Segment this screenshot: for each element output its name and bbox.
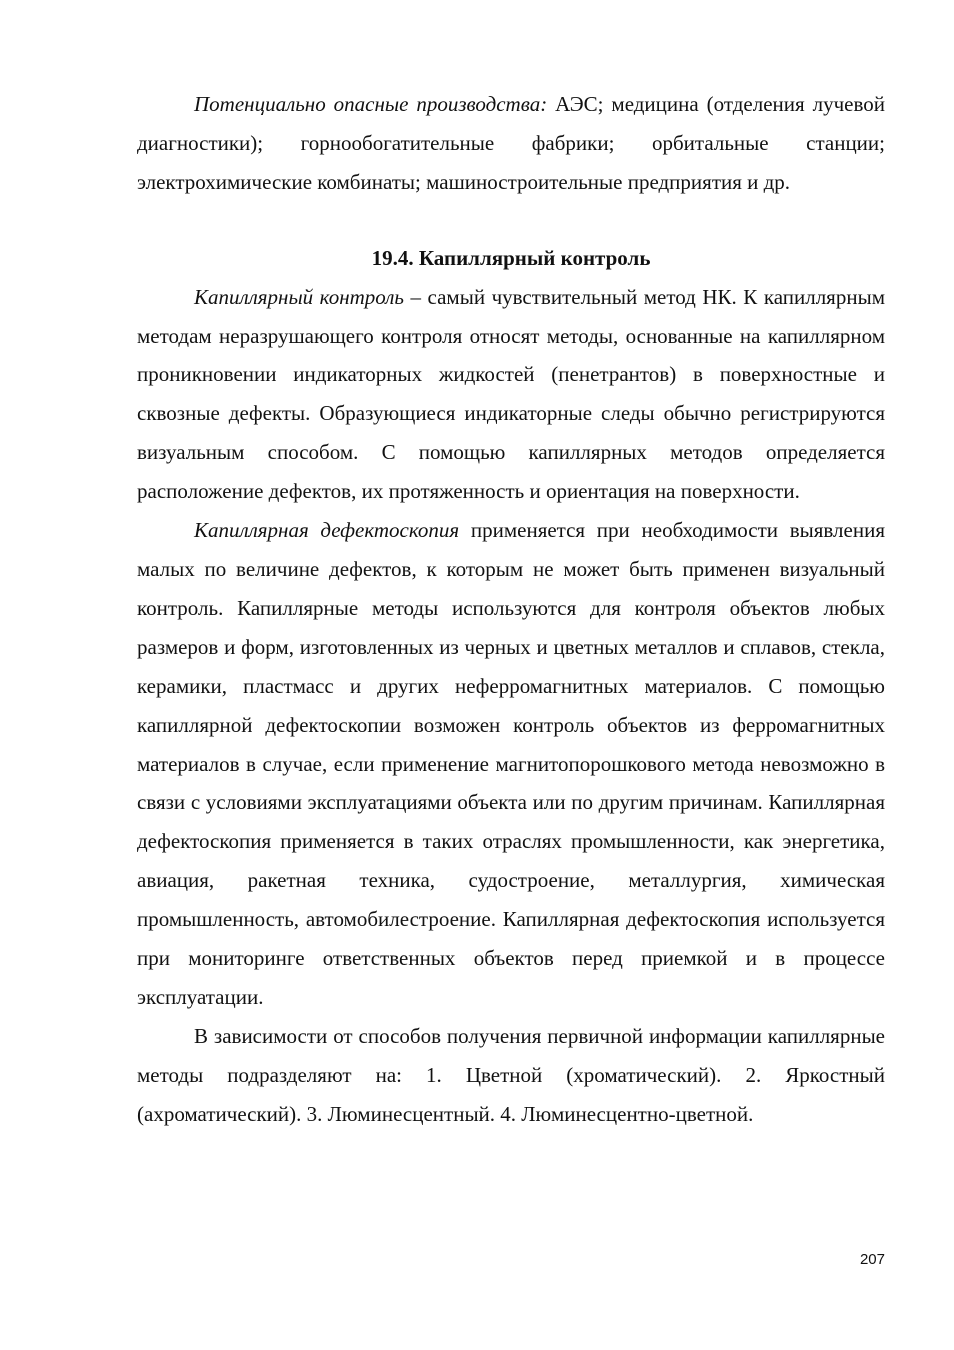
term-capillary-control: Капиллярный контроль bbox=[194, 284, 404, 309]
intro-text: АЭС; медицина (отделения лучевой диагностики); горнообогатительные фабрики; орбитальные станции; электрохимические комбинаты; машиностроительные предприятия и др. bbox=[137, 92, 885, 194]
intro-paragraph bbox=[137, 85, 885, 202]
document-page bbox=[137, 85, 885, 1134]
paragraph-capillary-control bbox=[137, 278, 885, 511]
paragraph-capillary-control-text: – самый чувствительный метод НК. К капиллярным методам неразрушающего контроля относят методы, основанные на капиллярном проникновении индикаторных жидкостей (пенетрантов) в поверхностные и сквозные дефекты. Образующиеся индикаторные следы обычно регистрируются визуальным способом. С помощью капиллярных методов определяется расположение дефектов, их протяженность и ориентация на поверхности. bbox=[137, 284, 885, 504]
paragraph-capillary-defectoscopy-text: применяется при необходимости выявления малых по величине дефектов, к которым не может быть применен визуальный контроль. Капиллярные методы используются для контроля объектов любых размеров и форм, изготовленных из черных и цветных металлов и сплавов, стекла, керамики, пластмасс и других неферромагнитных материалов. С помощью капиллярной дефектоскопии возможен контроль объектов из ферромагнитных материалов в случае, если применение магнитопорошкового метода невозможно в связи с условиями эксплуатациями объекта или по другим причинам. Капиллярная дефектоскопия применяется в таких отраслях промышленности, как энергетика, авиация, ракетная техника, судостроение, металлургия, химическая промышленность, автомобилестроение. Капиллярная дефектоскопия используется при мониторинге ответственных объектов перед приемкой и в процессе эксплуатации. bbox=[137, 518, 885, 1009]
paragraph-capillary-defectoscopy bbox=[137, 511, 885, 1017]
intro-label: Потенциально опасные производства: bbox=[194, 92, 548, 116]
paragraph-method-types: В зависимости от способов получения первичной информации капиллярные методы подразделяют на: 1. Цветной (хроматический). 2. Яркостный (ахроматический). 3. Люминесцентный. 4. Люминесцентно-цветной. bbox=[137, 1023, 885, 1126]
section-title: 19.4. Капиллярный контроль bbox=[371, 245, 651, 270]
page-number: 207 bbox=[859, 1251, 885, 1268]
section-gap bbox=[137, 202, 885, 239]
term-capillary-defectoscopy: Капиллярная дефектоскопия bbox=[194, 518, 460, 543]
